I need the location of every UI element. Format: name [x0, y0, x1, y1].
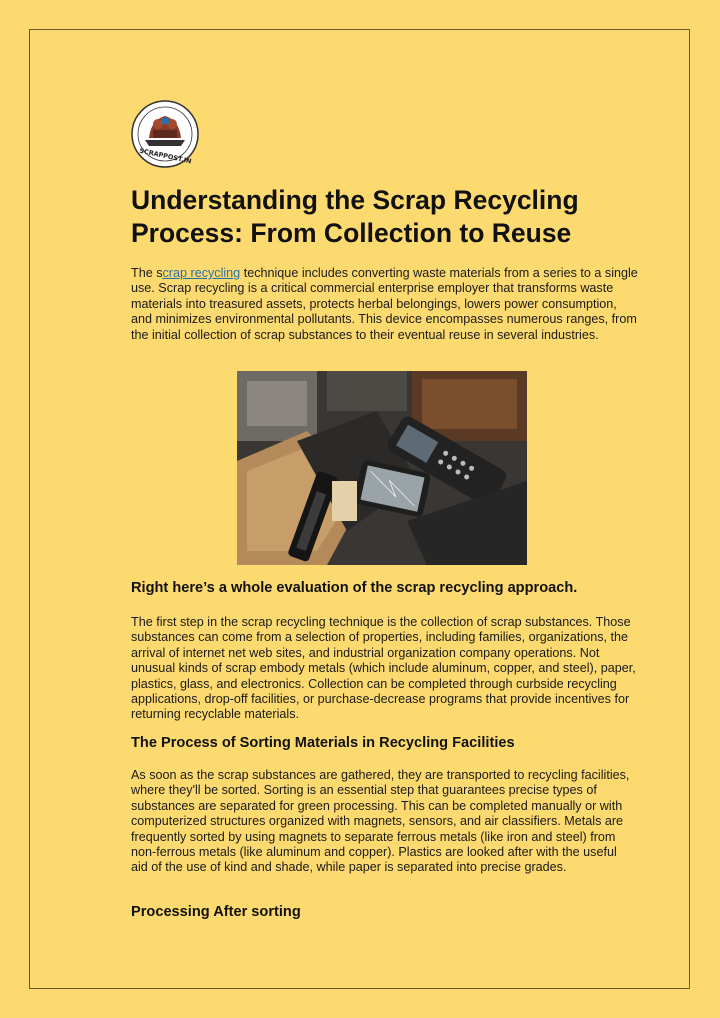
section-2-body: As soon as the scrap substances are gathered, they are transported to recycling facilities, where they'll be sorted. Sorting is an essential step that guarantees precise types of substances are separated for green processing. This can be completed manually or with computerized structures organized with magnets, sensors, and air classifiers. Metals are frequently sorted by using magnets to separate ferrous metals (like iron and steel) from non-ferrous metals (like aluminum and copper). Plastics are looked after with the useful aid of the use of kind and shade, while paper is separated into precise grades.	[131, 768, 630, 875]
section-1-heading: Right here’s a whole evaluation of the scrap recycling approach.	[131, 580, 578, 596]
scrap-recycling-link[interactable]: crap recycling	[162, 266, 241, 280]
section-1-body: The first step in the scrap recycling technique is the collection of scrap substances. Those substances can come from a selection of properties, including families, organizations, the arrival of internet net web sites, and industrial organization company operations. Not unusual kinds of scrap embody metals (which include aluminum, copper, and steel), paper, plastics, glass, and electronics. Collection can be completed through curbside recycling applications, drop-off facilities, or purchase-decrease programs that provide incentives for returning recyclable materials.	[131, 615, 636, 722]
page-title	[131, 184, 671, 250]
section-2-heading: The Process of Sorting Materials in Recycling Facilities	[131, 735, 515, 751]
intro-paragraph	[131, 266, 641, 343]
title-line-2: Process: From Collection to Reuse	[131, 218, 572, 248]
intro-after: technique includes converting waste materials from a series to a single use. Scrap recycling is a critical commercial enterprise employer that transforms waste materials into treasured assets, protects herbal belongings, lowers power consumption, and minimizes environmental pollutants. This device encompasses numerous ranges, from the initial collection of scrap substances to their eventual reuse in several industries.	[131, 266, 638, 342]
scrap-electronics-photo	[237, 371, 527, 565]
scrappost-logo	[131, 100, 199, 168]
title-line-1: Understanding the Scrap Recycling	[131, 185, 579, 215]
intro-before: The s	[131, 266, 163, 280]
logo-text: SCRAPPOST.IN	[138, 146, 193, 166]
section-3-heading: Processing After sorting	[131, 904, 301, 920]
